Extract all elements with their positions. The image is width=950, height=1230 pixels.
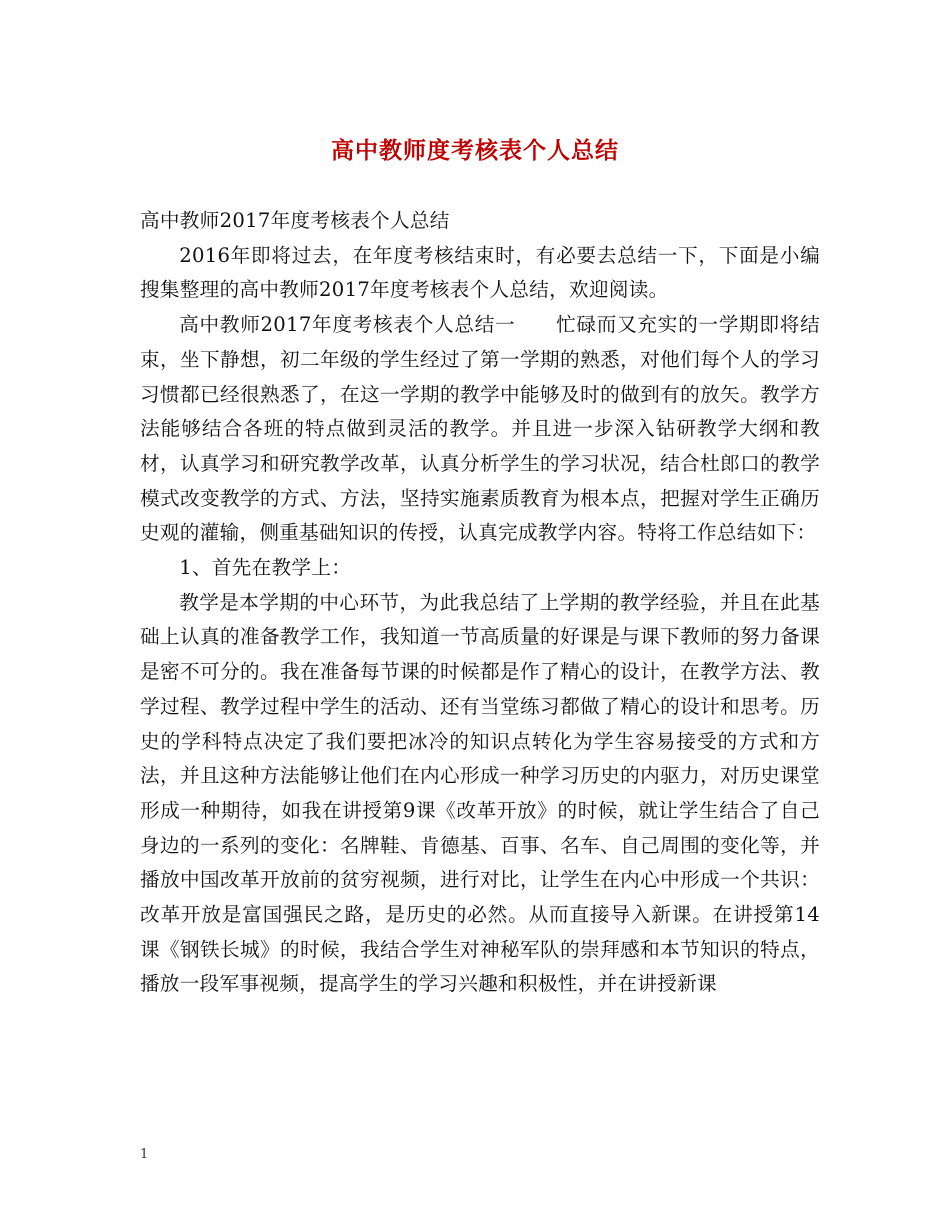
document-body (140, 204, 820, 1002)
paragraph-teaching: 教学是本学期的中心环节，为此我总结了上学期的教学经验，并且在此基础上认真的准备教学工作，我知道一节高质量的好课是与课下教师的努力备课是密不可分的。我在准备每节课的时候都是作了精心的设计，在教学方法、教学过程、教学过程中学生的活动、还有当堂练习都做了精心的设计和思考。历史的学科特点决定了我们要把冰冷的知识点转化为学生容易接受的方式和方法，并且这种方法能够让他们在内心形成一种学习历史的内驱力，对历史课堂形成一种期待，如我在讲授第9课《改革开放》的时候，就让学生结合了自己身边的一系列的变化：名牌鞋、肯德基、百事、名车、自己周围的变化等，并播放中国改革开放前的贫穷视频，进行对比，让学生在内心中形成一个共识：改革开放是富国强民之路，是历史的必然。从而直接导入新课。在讲授第14课《钢铁长城》的时候，我结合学生对神秘军队的崇拜感和本节知识的特点，播放一段军事视频，提高学生的学习兴趣和积极性，并在讲授新课 (140, 590, 820, 996)
paragraph-intro: 2016年即将过去，在年度考核结束时，有必要去总结一下，下面是小编搜集整理的高中教师2017年度考核表个人总结，欢迎阅读。 (140, 243, 820, 302)
paragraph-subtitle: 高中教师2017年度考核表个人总结 (140, 209, 450, 232)
paragraph-summary-one: 高中教师2017年度考核表个人总结一 忙碌而又充实的一学期即将结束，坐下静想，初二年级的学生经过了第一学期的熟悉，对他们每个人的学习习惯都已经很熟悉了，在这一学期的教学中能够及时的做到有的放矢。教学方法能够结合各班的特点做到灵活的教学。并且进一步深入钻研教学大纲和教材，认真学习和研究教学改革，认真分析学生的学习状况，结合杜郎口的教学模式改变教学的方式、方法，坚持实施素质教育为根本点，把握对学生正确历史观的灌输，侧重基础知识的传授，认真完成教学内容。特将工作总结如下： (140, 313, 820, 545)
document-title: 高中教师度考核表个人总结 (331, 137, 619, 164)
section-heading-teaching: 1、首先在教学上： (179, 556, 352, 580)
page-number: 1 (140, 1147, 149, 1162)
